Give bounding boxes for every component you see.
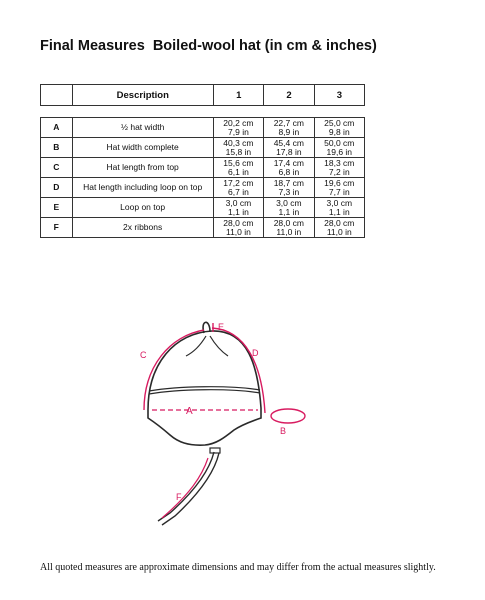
cm-value: 50,0 cm: [324, 137, 355, 148]
table-row: [41, 158, 365, 178]
cm-value: 22,7 cm: [273, 117, 304, 128]
footnote: All quoted measures are approximate dimensions and may differ from the actual measures slightly.: [40, 562, 436, 573]
header-cell-size-1: 1: [214, 85, 264, 106]
cm-value: 20,2 cm: [223, 117, 254, 128]
label-b: B: [280, 426, 287, 436]
inch-value: 7,3 in: [278, 186, 300, 197]
table-row: [41, 198, 365, 218]
size-3-cell: [314, 118, 364, 138]
label-a: A: [186, 406, 193, 417]
header-cell-blank: [41, 85, 73, 106]
cm-value: 28,0 cm: [273, 217, 304, 228]
size-1-cell: [213, 118, 263, 138]
size-1-cell: [213, 218, 263, 238]
size-2-cell: [264, 178, 314, 198]
size-1-cell: [213, 138, 263, 158]
cm-value: 15,6 cm: [223, 157, 254, 168]
header-cell-description: Description: [72, 85, 214, 106]
cm-value: 17,2 cm: [223, 177, 254, 188]
cm-value: 18,7 cm: [273, 177, 304, 188]
row-description: Loop on top: [72, 198, 213, 218]
inch-value: 7,7 in: [328, 186, 350, 197]
row-letter: D: [41, 178, 73, 198]
top-seam: [210, 336, 228, 356]
row-letter: A: [41, 118, 73, 138]
size-2-cell: [264, 138, 314, 158]
inch-value: 1,1 in: [278, 206, 300, 217]
ribbon: [158, 452, 214, 521]
inch-value: 1,1 in: [228, 206, 249, 217]
row-letter: C: [41, 158, 73, 178]
table-row: [41, 118, 365, 138]
ribbon-attachment: [210, 448, 220, 453]
table-row: [41, 138, 365, 158]
inch-value: 17,8 in: [276, 146, 302, 157]
table-row: [41, 178, 365, 198]
measure-b-ellipse: [271, 409, 305, 423]
cm-value: 45,4 cm: [273, 137, 304, 148]
cm-value: 3,0 cm: [326, 197, 353, 208]
size-1-cell: [213, 198, 263, 218]
header-cell-size-2: 2: [264, 85, 314, 106]
measures-table: [40, 117, 365, 238]
size-3-cell: [314, 218, 364, 238]
size-3-cell: [314, 198, 364, 218]
row-description: Hat length including loop on top: [72, 178, 213, 198]
row-description: Hat length from top: [72, 158, 213, 178]
label-d: D: [252, 348, 259, 358]
cm-value: 28,0 cm: [223, 217, 254, 228]
cm-value: 18,3 cm: [324, 157, 355, 168]
inch-value: 6,1 in: [228, 166, 249, 177]
table-header: [40, 84, 365, 106]
label-c: C: [140, 350, 147, 360]
cm-value: 19,6 cm: [324, 177, 355, 188]
inch-value: 9,8 in: [328, 126, 350, 137]
inch-value: 6,7 in: [228, 186, 249, 197]
size-2-cell: [264, 218, 314, 238]
inch-value: 15,8 in: [225, 146, 252, 157]
inch-value: 11,0 in: [276, 226, 302, 237]
inch-value: 6,8 in: [278, 166, 300, 177]
page-title: Final Measures Boiled-wool hat (in cm & inches): [40, 38, 377, 54]
size-2-cell: [264, 158, 314, 178]
size-2-cell: [264, 198, 314, 218]
table-row: [41, 218, 365, 238]
crown-seam: [149, 390, 260, 394]
size-3-cell: [314, 178, 364, 198]
cm-value: 40,3 cm: [223, 137, 254, 148]
inch-value: 7,9 in: [228, 126, 249, 137]
cm-value: 3,0 cm: [276, 197, 302, 208]
size-1-cell: [213, 158, 263, 178]
inch-value: 7,2 in: [328, 166, 350, 177]
cm-value: 28,0 cm: [324, 217, 355, 228]
cm-value: 17,4 cm: [273, 157, 304, 168]
size-3-cell: [314, 158, 364, 178]
top-seam: [186, 336, 206, 356]
row-description: 2x ribbons: [72, 218, 213, 238]
row-letter: E: [41, 198, 73, 218]
row-letter: B: [41, 138, 73, 158]
cm-value: 3,0 cm: [225, 197, 252, 208]
label-f: F: [176, 492, 182, 502]
inch-value: 11,0 in: [225, 226, 251, 237]
hat-sketch: [140, 318, 310, 530]
inch-value: 1,1 in: [328, 206, 350, 217]
size-2-cell: [264, 118, 314, 138]
header-cell-size-3: 3: [314, 85, 364, 106]
inch-value: 11,0 in: [326, 226, 352, 237]
row-description: ½ hat width: [72, 118, 213, 138]
cm-value: 25,0 cm: [324, 117, 355, 128]
size-1-cell: [213, 178, 263, 198]
measure-c-line: [144, 330, 204, 410]
row-letter: F: [41, 218, 73, 238]
label-e: E: [218, 322, 225, 332]
row-description: Hat width complete: [72, 138, 213, 158]
inch-value: 19,6 in: [326, 146, 353, 157]
size-3-cell: [314, 138, 364, 158]
inch-value: 8,9 in: [278, 126, 300, 137]
